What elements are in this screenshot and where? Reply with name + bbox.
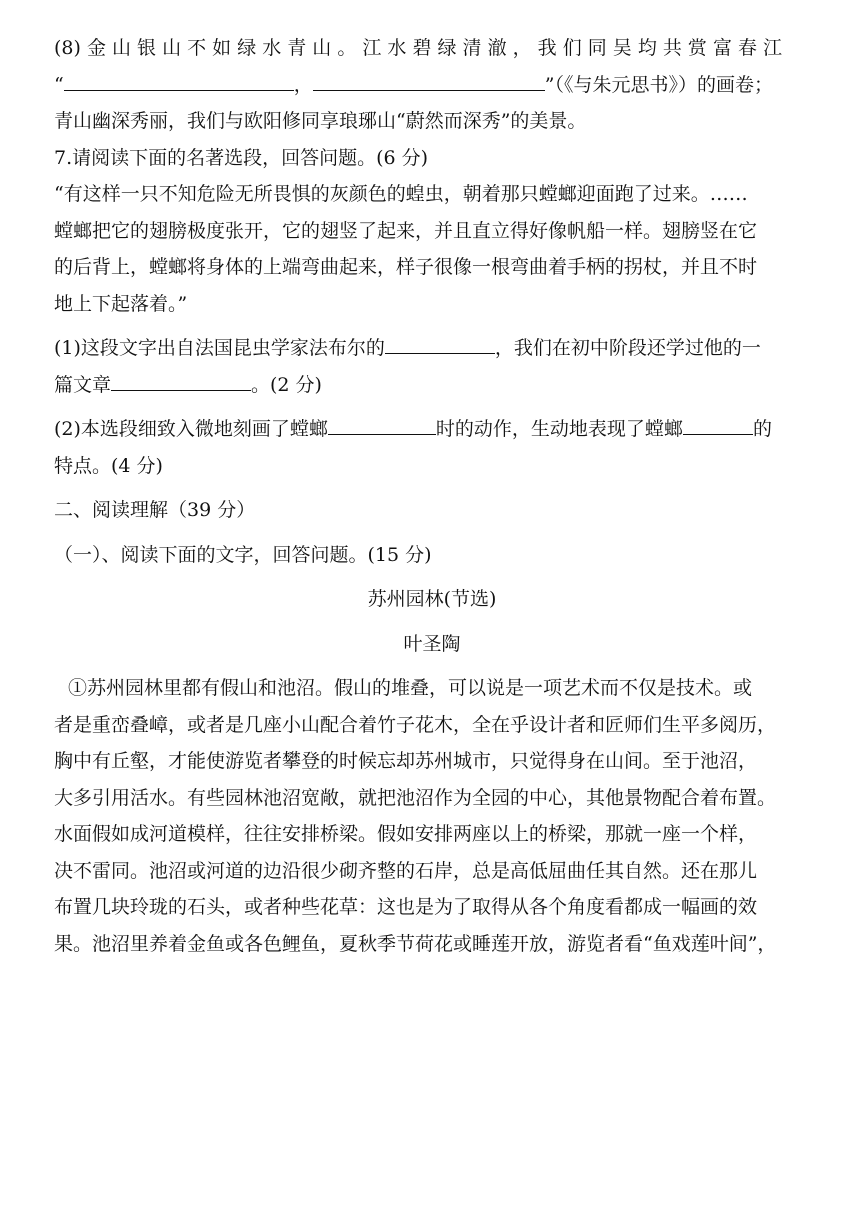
article-paragraph-line: 大多引用活水。有些园林池沼宽敞，就把池沼作为全园的中心，其他景物配合着布置。	[54, 786, 777, 809]
q7-sub2-text-c: 的	[752, 418, 772, 440]
article-paragraph-line: 布置几块玲珑的石头，或者种些花草：这也是为了取得从各个角度看都成一幅画的效	[54, 896, 758, 918]
article-paragraph-line: 水面假如成河道模样，往往安排桥梁。假如安排两座以上的桥梁，那就一座一个样，	[54, 823, 758, 845]
q7-passage-line: 地上下起落着。”	[54, 292, 188, 315]
q7-sub1-line-2	[54, 367, 810, 404]
q7-sub2-answer-blank-2[interactable]	[683, 412, 753, 435]
q8-open-quote: “	[54, 73, 64, 96]
article-title: 苏州园林(节选)	[367, 588, 497, 610]
q7-passage-line: 的后背上，螳螂将身体的上端弯曲起来，样子很像一根弯曲着手柄的拐杖，并且不时	[54, 256, 758, 278]
section2-sub-heading: （一）、阅读下面的文字，回答问题。(15 分)	[54, 543, 432, 566]
article-paragraph-line: 决不雷同。池沼或河道的边沿很少砌齐整的石岸，总是高低屈曲任其自然。还在那儿	[54, 859, 758, 882]
q7-sub1-answer-blank-2[interactable]	[111, 368, 251, 391]
q7-sub1-text-a: (1)这段文字出自法国昆虫学家法布尔的	[54, 337, 385, 359]
q7-sub2-text-a: (2)本选段细致入微地刻画了螳螂	[54, 418, 328, 440]
q7-heading: 7.请阅读下面的名著选段，回答问题。(6 分)	[54, 146, 429, 169]
q8-close-part: ”（《与朱元思书》）的画卷；	[544, 73, 773, 96]
q7-passage-line: 螳螂把它的翅膀极度张开，它的翅竖了起来，并且直立得好像帆船一样。翅膀竖在它	[54, 219, 758, 242]
spacer	[54, 484, 810, 492]
spacer	[54, 662, 810, 670]
article-author: 叶圣陶	[403, 632, 461, 655]
document-page	[54, 30, 810, 962]
q7-sub2-answer-blank-1[interactable]	[328, 412, 436, 435]
q7-passage-line: “有这样一只不知危险无所畏惧的灰颜色的蝗虫，朝着那只螳螂迎面跑了过来。……	[54, 183, 748, 205]
spacer	[54, 573, 810, 581]
q7-sub1-text-b: ，我们在初中阶段还学过他的一	[494, 337, 761, 359]
q7-sub2-line-2: 特点。(4 分)	[54, 454, 163, 477]
q7-sub1-answer-blank-1[interactable]	[385, 331, 495, 354]
spacer	[54, 529, 810, 537]
q7-sub1-text-d: 。(2 分)	[251, 373, 322, 396]
q7-sub2-line-1	[54, 411, 810, 448]
q7-sub1-line-1	[54, 330, 810, 367]
article-paragraph-line: 果。池沼里养着金鱼或各色鲤鱼，夏秋季节荷花或睡莲开放，游览者看“鱼戏莲叶间”，	[54, 932, 777, 955]
spacer	[54, 403, 810, 411]
q8-answer-blank-1[interactable]	[64, 68, 294, 91]
q8-line-3: 青山幽深秀丽，我们与欧阳修同享琅琊山“蔚然而深秀”的美景。	[54, 110, 587, 132]
spacer	[54, 618, 810, 626]
article-paragraph-line: 胸中有丘壑，才能使游览者攀登的时候忘却苏州城市，只觉得身在山间。至于池沼，	[54, 750, 758, 772]
q8-line-1: (8) 金 山 银 山 不 如 绿 水 青 山 。 江 水 碧 绿 清 澈 ， 我 们 同 吴 均 共 赏 富 春 江	[54, 37, 783, 59]
q8-comma: ，	[293, 73, 313, 96]
article-paragraph-line: 者是重峦叠嶂，或者是几座小山配合着竹子花木，全在乎设计者和匠师们生平多阅历，	[54, 713, 777, 736]
q7-sub2-text-b: 时的动作，生动地表现了螳螂	[435, 418, 683, 440]
section2-heading: 二、阅读理解（39 分）	[54, 499, 256, 521]
q8-answer-blank-2[interactable]	[313, 68, 545, 91]
q8-line-2	[54, 67, 810, 104]
article-paragraph-line: ①苏州园林里都有假山和池沼。假山的堆叠，可以说是一项艺术而不仅是技术。或	[68, 677, 753, 699]
q7-sub1-text-c: 篇文章	[54, 373, 112, 396]
spacer	[54, 322, 810, 330]
